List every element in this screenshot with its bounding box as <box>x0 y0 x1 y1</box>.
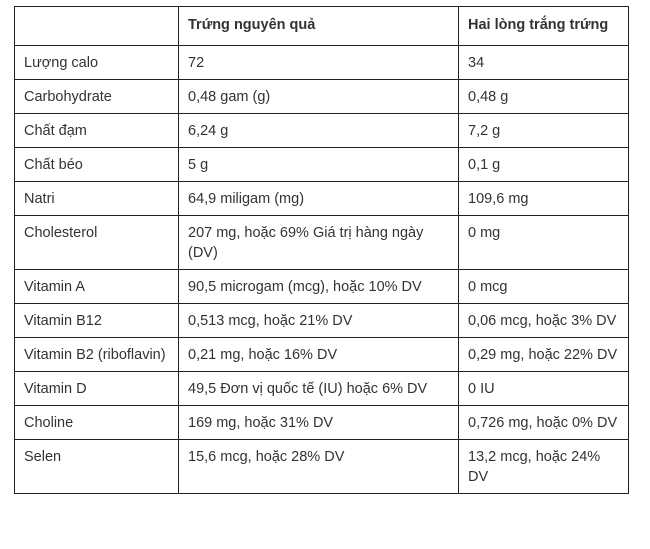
whole-egg-value: 0,513 mcg, hoặc 21% DV <box>179 304 459 338</box>
egg-white-value: 0,29 mg, hoặc 22% DV <box>459 338 629 372</box>
egg-white-value: 34 <box>459 46 629 80</box>
table-row <box>15 80 629 114</box>
nutrition-comparison-table <box>14 6 629 494</box>
nutrient-name: Vitamin D <box>15 372 179 406</box>
table-row <box>15 216 629 270</box>
table-row <box>15 304 629 338</box>
whole-egg-value: 64,9 miligam (mg) <box>179 182 459 216</box>
nutrient-name: Carbohydrate <box>15 80 179 114</box>
egg-white-value: 0 mg <box>459 216 629 270</box>
egg-white-value: 0,48 g <box>459 80 629 114</box>
table-header-row <box>15 7 629 46</box>
table-row <box>15 46 629 80</box>
egg-white-value: 0,1 g <box>459 148 629 182</box>
table-row <box>15 338 629 372</box>
egg-white-value: 0 IU <box>459 372 629 406</box>
nutrient-name: Selen <box>15 440 179 494</box>
nutrient-name: Lượng calo <box>15 46 179 80</box>
egg-white-value: 0 mcg <box>459 270 629 304</box>
table-row <box>15 372 629 406</box>
header-nutrient <box>15 7 179 46</box>
table-row <box>15 114 629 148</box>
whole-egg-value: 0,48 gam (g) <box>179 80 459 114</box>
whole-egg-value: 15,6 mcg, hoặc 28% DV <box>179 440 459 494</box>
whole-egg-value: 49,5 Đơn vị quốc tế (IU) hoặc 6% DV <box>179 372 459 406</box>
nutrient-name: Cholesterol <box>15 216 179 270</box>
nutrient-name: Chất béo <box>15 148 179 182</box>
whole-egg-value: 72 <box>179 46 459 80</box>
table-row <box>15 148 629 182</box>
whole-egg-value: 5 g <box>179 148 459 182</box>
nutrient-name: Vitamin B12 <box>15 304 179 338</box>
table-row <box>15 182 629 216</box>
egg-white-value: 0,06 mcg, hoặc 3% DV <box>459 304 629 338</box>
egg-white-value: 0,726 mg, hoặc 0% DV <box>459 406 629 440</box>
whole-egg-value: 169 mg, hoặc 31% DV <box>179 406 459 440</box>
whole-egg-value: 207 mg, hoặc 69% Giá trị hàng ngày (DV) <box>179 216 459 270</box>
table-row <box>15 440 629 494</box>
whole-egg-value: 90,5 microgam (mcg), hoặc 10% DV <box>179 270 459 304</box>
header-two-egg-whites: Hai lòng trắng trứng <box>459 7 629 46</box>
nutrient-name: Vitamin A <box>15 270 179 304</box>
egg-white-value: 7,2 g <box>459 114 629 148</box>
nutrient-name: Natri <box>15 182 179 216</box>
whole-egg-value: 6,24 g <box>179 114 459 148</box>
egg-white-value: 13,2 mcg, hoặc 24% DV <box>459 440 629 494</box>
nutrient-name: Vitamin B2 (riboflavin) <box>15 338 179 372</box>
nutrient-name: Chất đạm <box>15 114 179 148</box>
egg-white-value: 109,6 mg <box>459 182 629 216</box>
header-whole-egg: Trứng nguyên quả <box>179 7 459 46</box>
whole-egg-value: 0,21 mg, hoặc 16% DV <box>179 338 459 372</box>
table-row <box>15 406 629 440</box>
nutrient-name: Choline <box>15 406 179 440</box>
table-row <box>15 270 629 304</box>
